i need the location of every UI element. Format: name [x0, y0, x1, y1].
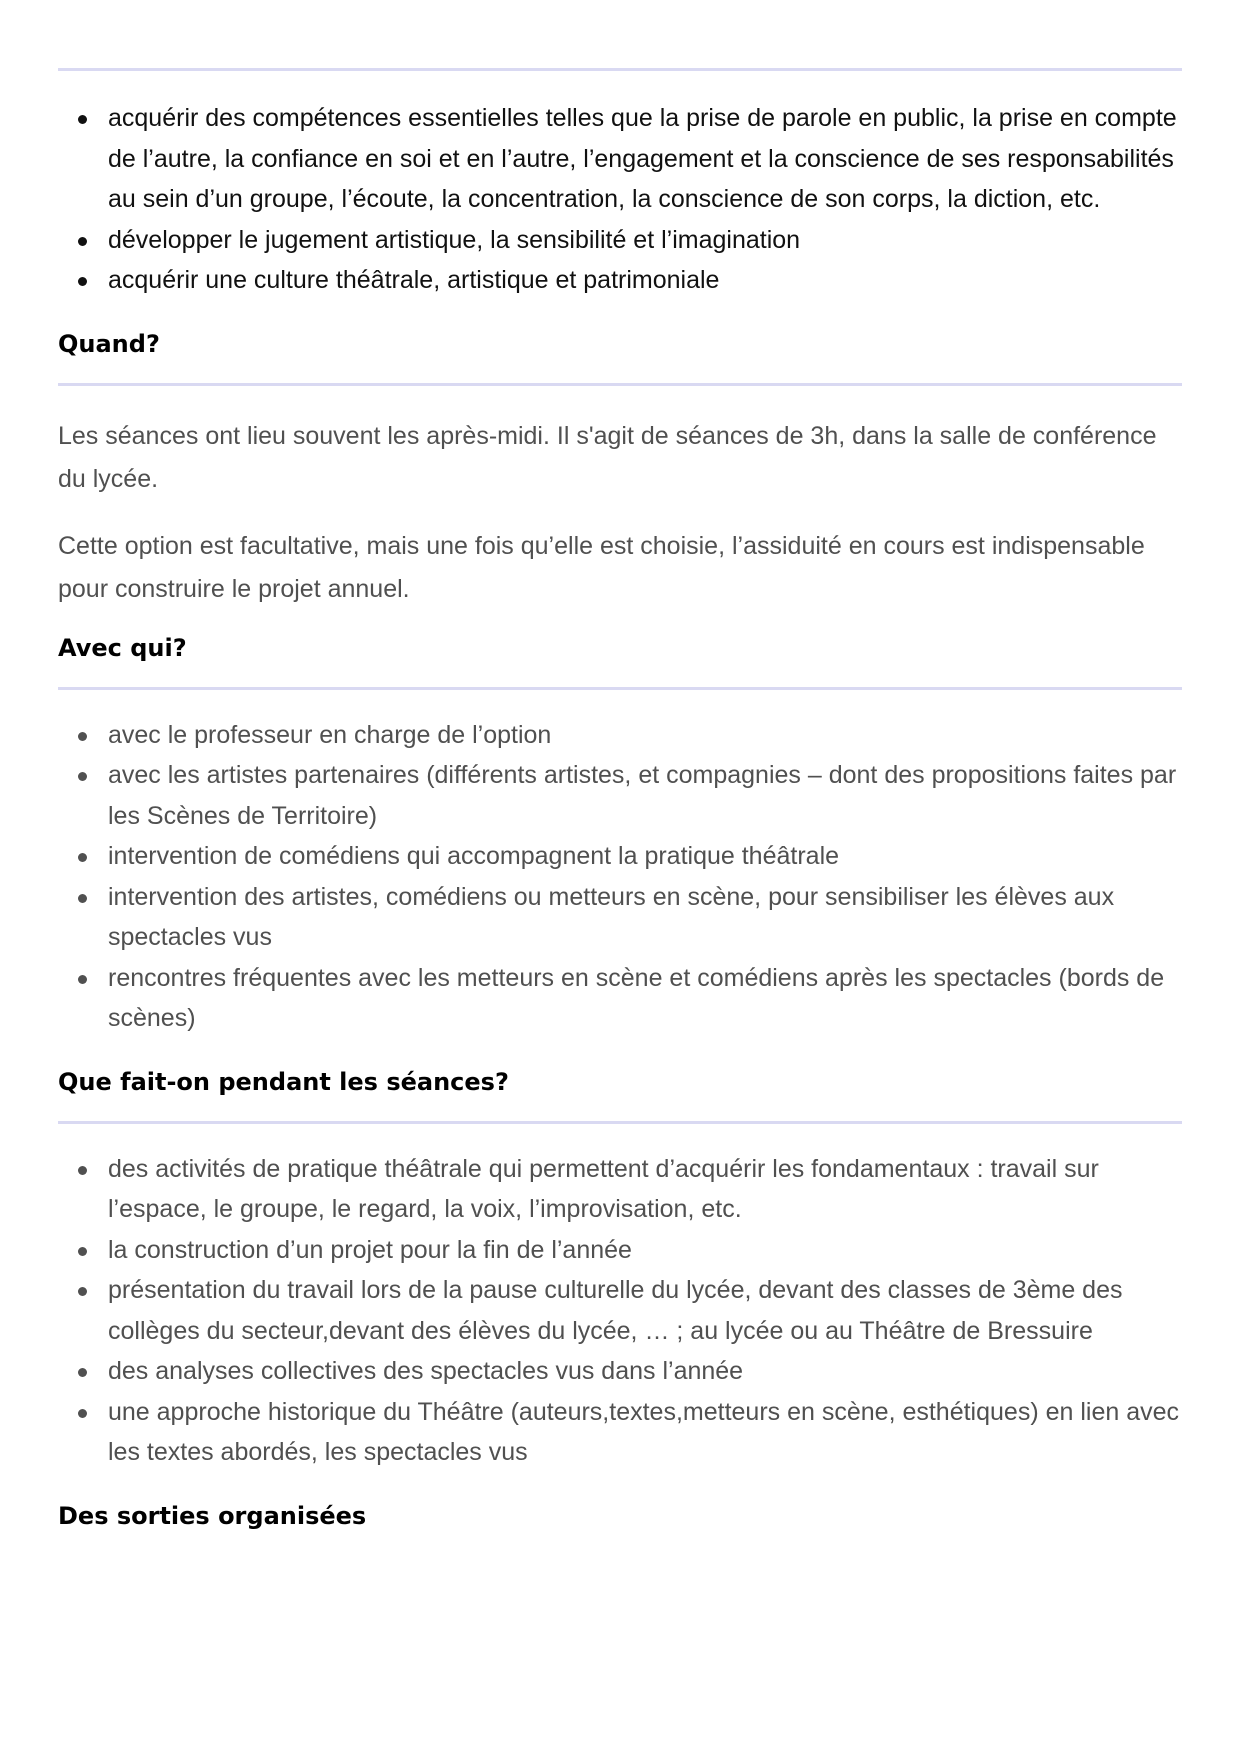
list-item: intervention de comédiens qui accompagnent la pratique théâtrale [58, 836, 1182, 877]
list-item: la construction d’un projet pour la fin de l’année [58, 1230, 1182, 1271]
list-item: développer le jugement artistique, la sensibilité et l’imagination [58, 220, 1182, 261]
section-divider [58, 687, 1182, 690]
heading-sorties: Des sorties organisées [58, 1501, 367, 1530]
document-page [58, 0, 1182, 1533]
seances-list [58, 1149, 1182, 1473]
avec-qui-list [58, 715, 1182, 1039]
paragraph: Cette option est facultative, mais une fois qu’elle est choisie, l’assiduité en cours est indispensable pour construire le projet annuel. [58, 531, 1145, 603]
list-item: des analyses collectives des spectacles vus dans l’année [58, 1351, 1182, 1392]
paragraph: Les séances ont lieu souvent les après-midi. Il s'agit de séances de 3h, dans la salle de conférence du lycée. [58, 421, 1157, 493]
section-divider [58, 68, 1182, 71]
section-divider [58, 383, 1182, 386]
list-item: avec les artistes partenaires (différents artistes, et compagnies – dont des propositions faites par les Scènes de Territoire) [58, 755, 1182, 836]
list-item: avec le professeur en charge de l’option [58, 715, 1182, 756]
list-item: une approche historique du Théâtre (auteurs,textes,metteurs en scène, esthétiques) en lien avec les textes abordés, les spectacles vus [58, 1392, 1182, 1473]
section-divider [58, 1121, 1182, 1124]
list-item: des activités de pratique théâtrale qui permettent d’acquérir les fondamentaux : travail sur l’espace, le groupe, le regard, la voix, l’improvisation, etc. [58, 1149, 1182, 1230]
heading-quand: Quand? [58, 329, 160, 358]
heading-avec-qui: Avec qui? [58, 633, 187, 662]
goals-list [58, 98, 1182, 301]
heading-seances: Que fait-on pendant les séances? [58, 1067, 509, 1096]
list-item: rencontres fréquentes avec les metteurs en scène et comédiens après les spectacles (bords de scènes) [58, 958, 1182, 1039]
list-item: présentation du travail lors de la pause culturelle du lycée, devant des classes de 3ème des collèges du secteur,devant des élèves du lycée, … ; au lycée ou au Théâtre de Bressuire [58, 1270, 1182, 1351]
list-item: acquérir une culture théâtrale, artistique et patrimoniale [58, 260, 1182, 301]
list-item: intervention des artistes, comédiens ou metteurs en scène, pour sensibiliser les élèves aux spectacles vus [58, 877, 1182, 958]
list-item: acquérir des compétences essentielles telles que la prise de parole en public, la prise en compte de l’autre, la confiance en soi et en l’autre, l’engagement et la conscience de ses responsabilités au sein d’un groupe, l’écoute, la concentration, la conscience de son corps, la diction, etc. [58, 98, 1182, 220]
